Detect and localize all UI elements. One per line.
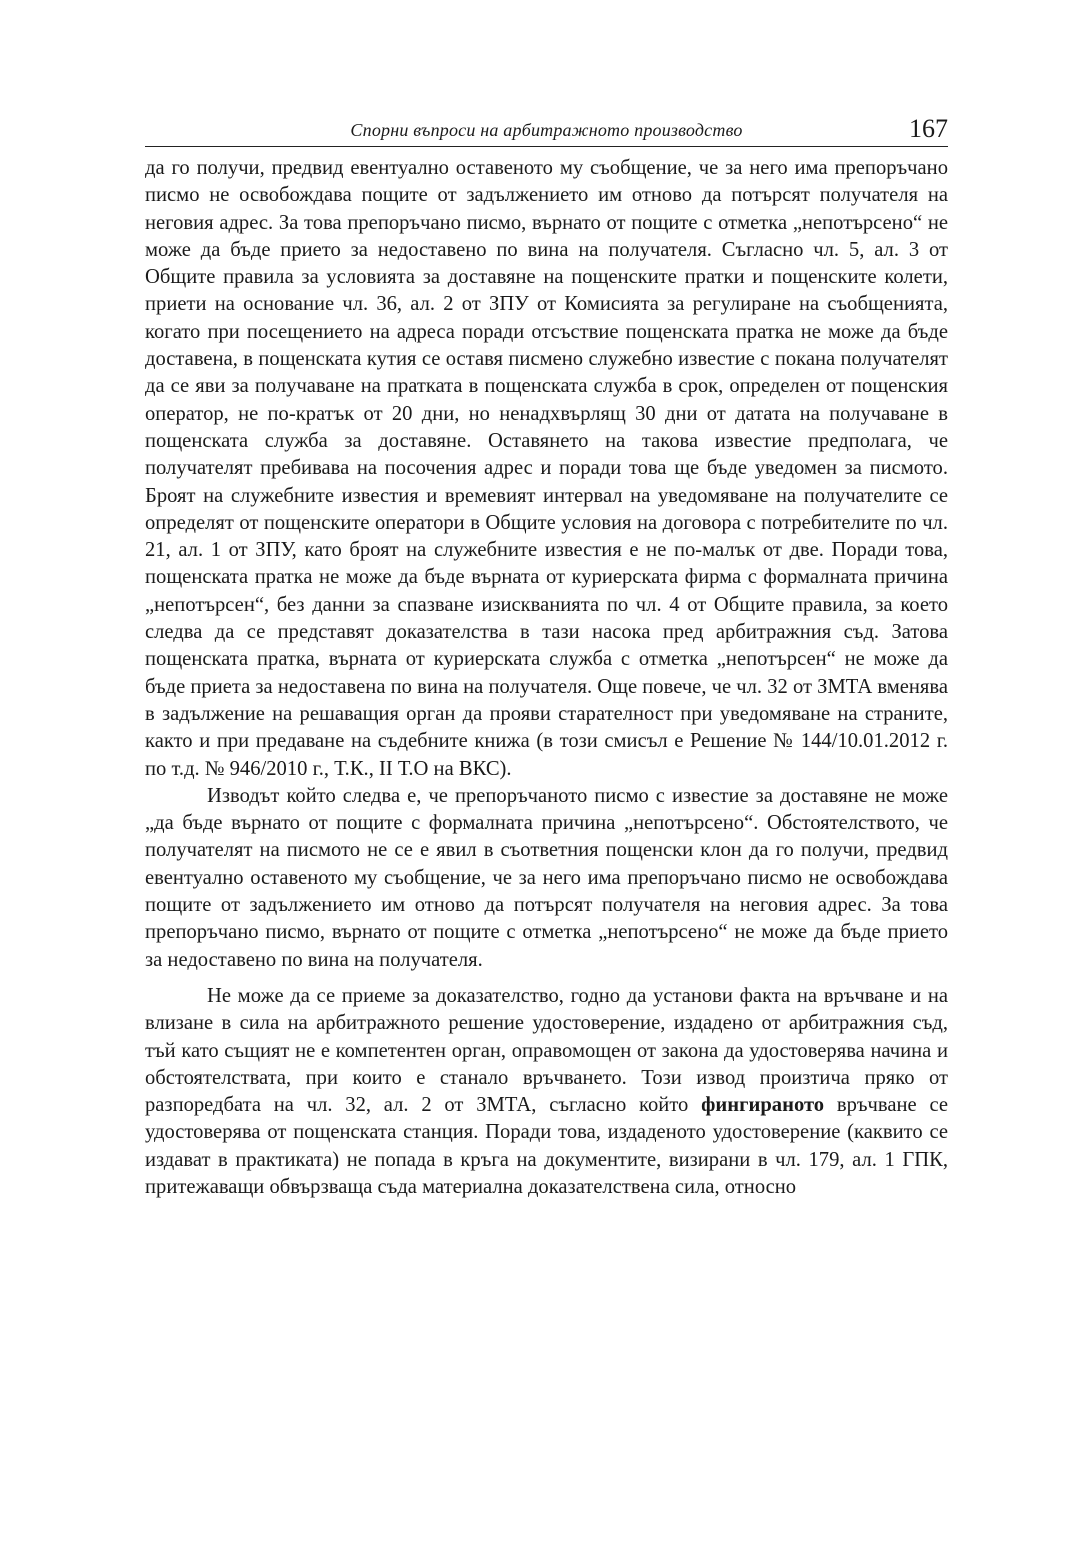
- body-text: [145, 155, 948, 1201]
- paragraph-certificate: [145, 983, 948, 1201]
- paragraph-text-after: връчване се удостоверява от пощенската станция. Поради това, издаденото удостоверение (каквито се издават в практиката) не попада в кръга на документите, визирани в чл. 179, ал. 1 ГПК, притежаващи обвързваща съда материална доказателствена сила, относно: [145, 1094, 948, 1198]
- paragraph-text-before: Не може да се приеме за доказателство, годно да установи факта на връчване и на влизане в сила на арбитражното решение удостоверение, издадено от арбитражния съд, тъй като същият не е компетентен орган, оправомощен от закона да удостоверява начина и обстоятелствата, при които е станало връчването. Този извод произтича пряко от разпоредбата на чл. 32, ал. 2 от ЗМТА, съгласно който: [145, 984, 948, 1117]
- document-page: [145, 110, 948, 1201]
- page-number: 167: [909, 114, 948, 143]
- running-header: [145, 110, 948, 147]
- paragraph-conclusion: Изводът който следва е, че препоръчаното писмо с известие за доставяне не може „да бъде върнато от пощите с формалната причина „непотърсено“. Обстоятелството, че получателят на писмото не се е явил в съответния пощенски клон да го получи, предвид евентуално оставеното му съобщение, че за него има препоръчано писмо не освобождава пощите от задължението им отново да потърсят получателя на неговия адрес. За това препоръчано писмо, върнато от пощите с отметка „непотърсено“ не може да бъде прието за недоставено по вина на получателя.: [145, 784, 948, 971]
- running-title: Спорни въпроси на арбитражното производство: [350, 120, 743, 140]
- bold-term: фингираното: [701, 1094, 825, 1117]
- paragraph-continued: да го получи, предвид евентуално оставеното му съобщение, че за него има препоръчано писмо не освобождава пощите от задължението им отново да потърсят получателя на неговия адрес. За това препоръчано писмо, върнато от пощите с отметка „непотърсено“ не може да бъде прието за недоставено по вина на получателя. Съгласно чл. 5, ал. 3 от Общите правила за условията за доставяне на пощенските пратки и пощенските колети, приети на основание чл. 36, ал. 2 от ЗПУ от Комисията за регулиране на съобщенията, когато при посещението на адреса поради отсъствие пощенската пратка не може да бъде доставена, в пощенската кутия се оставя писмено служебно известие с покана получателят да се яви за получаване на пратката в пощенската служба в срок, определен от пощенския оператор, не по-кратък от 20 дни, но ненадхвърлящ 30 дни от датата на получаване в пощенската служба за доставяне. Оставянето на такова известие предполага, че получателят пребивава на посочения адрес и поради това ще бъде уведомен за писмото. Броят на служебните известия и времевият интервал на уведомяване на получателите се определят от пощенските оператори в Общите условия на договора с потребителите по чл. 21, ал. 1 от ЗПУ, като броят на служебните известия е не по-малък от две. Поради това, пощенската пратка не може да бъде върната от куриерската фирма с формалната причина „непотърсен“, без данни за спазване изискванията по чл. 4 от Общите правила, за което следва да се представят доказателства в тази насока пред арбитражния съд. Затова пощенската пратка, върната от куриерската служба с отметка „непотърсен“ не може да бъде приета за недоставена по вина на получателя. Още повече, че чл. 32 от ЗМТА вменява в задължение на решаващия орган да прояви старателност при уведомяване на страните, както и при предаване на съдебните книжа (в този смисъл е Решение № 144/10.01.2012 г. по т.д. № 946/2010 г., Т.К., II Т.О на ВКС).: [145, 157, 948, 780]
